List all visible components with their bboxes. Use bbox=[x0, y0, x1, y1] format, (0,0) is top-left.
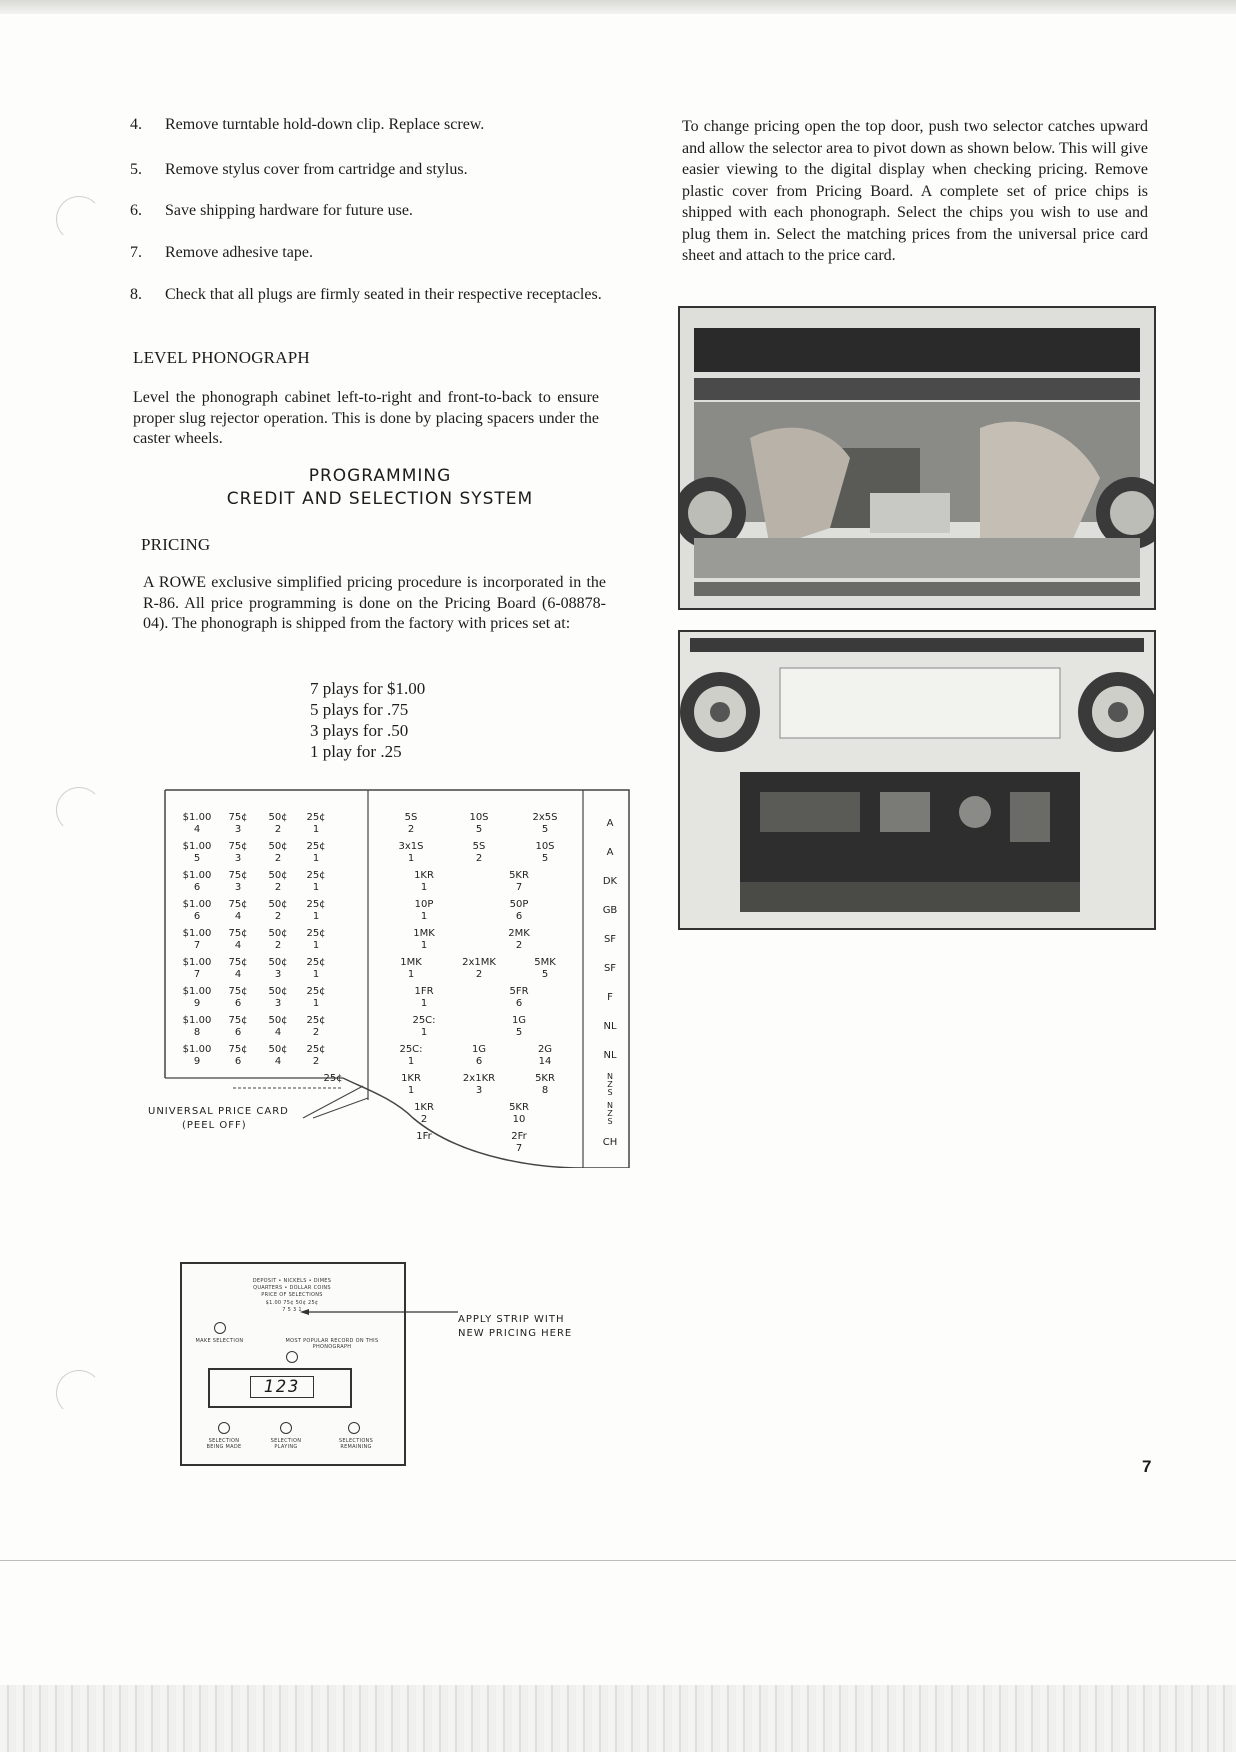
led-indicator-icon bbox=[348, 1422, 360, 1434]
panel-label: MOST POPULAR RECORD ON THIS PHONOGRAPH bbox=[285, 1338, 379, 1350]
price-cell bbox=[175, 841, 219, 865]
currency-cell-plays: 7 bbox=[515, 1143, 523, 1154]
digital-readout: 123 bbox=[250, 1376, 314, 1398]
country-code: F bbox=[607, 992, 613, 1003]
price-cell-plays: 8 bbox=[193, 1027, 201, 1038]
currency-cell bbox=[519, 812, 571, 836]
price-cell-amount: 25¢ bbox=[306, 870, 326, 881]
price-cell-plays: 2 bbox=[274, 911, 282, 922]
country-code bbox=[593, 1102, 627, 1126]
currency-cell-amount: 5FR bbox=[509, 986, 529, 997]
digital-display bbox=[208, 1368, 352, 1408]
price-cell-plays: 6 bbox=[234, 1056, 242, 1067]
price-cell-amount: 25¢ bbox=[306, 957, 326, 968]
price-cell-plays: 1 bbox=[312, 998, 320, 1009]
currency-cell bbox=[398, 899, 450, 923]
currency-cell-plays: 10 bbox=[512, 1114, 526, 1125]
photo-image bbox=[680, 308, 1154, 608]
currency-cell-plays: 1 bbox=[420, 882, 428, 893]
currency-cell-amount: 10S bbox=[469, 812, 489, 823]
price-cell bbox=[299, 1044, 333, 1068]
panel-text: PRICE OF SELECTIONS bbox=[261, 1292, 323, 1298]
currency-cell bbox=[385, 812, 437, 836]
price-cell-amount: 75¢ bbox=[228, 1015, 248, 1026]
panel-label: MAKE SELECTION bbox=[195, 1338, 244, 1344]
currency-cell bbox=[398, 986, 450, 1010]
price-cell-amount: 50¢ bbox=[268, 986, 288, 997]
photo-image bbox=[680, 632, 1154, 928]
scan-border-bottom bbox=[0, 1685, 1236, 1752]
currency-cell-amount: 1MK bbox=[413, 928, 435, 939]
currency-cell-amount: 2x5S bbox=[532, 812, 558, 823]
scan-border-top bbox=[0, 0, 1236, 14]
price-cell-plays: 4 bbox=[234, 969, 242, 980]
price-cell-plays: 2 bbox=[274, 940, 282, 951]
step-number: 8. bbox=[130, 286, 142, 303]
country-code: DK bbox=[602, 876, 618, 887]
currency-cell-amount: 2G bbox=[537, 1044, 553, 1055]
currency-cell-amount: 1KR bbox=[414, 1102, 434, 1113]
currency-cell-amount: 1G bbox=[471, 1044, 487, 1055]
price-cell-amount: 50¢ bbox=[268, 1015, 288, 1026]
led-indicator-icon bbox=[218, 1422, 230, 1434]
currency-cell-amount: 1MK bbox=[400, 957, 422, 968]
price-cell-plays: 2 bbox=[274, 824, 282, 835]
currency-cell bbox=[398, 1131, 450, 1143]
make-selection-led-icon bbox=[214, 1322, 226, 1334]
currency-cell-plays: 1 bbox=[407, 1056, 415, 1067]
led-indicator-icon bbox=[280, 1422, 292, 1434]
currency-cell-amount: 1G bbox=[511, 1015, 527, 1026]
step-number: 5. bbox=[130, 161, 142, 178]
currency-cell-amount: 5S bbox=[404, 812, 418, 823]
price-cell-amount: 75¢ bbox=[228, 870, 248, 881]
price-cell bbox=[221, 928, 255, 952]
most-popular-led-icon bbox=[286, 1351, 298, 1363]
price-cell bbox=[261, 1015, 295, 1039]
price-cell-plays: 3 bbox=[234, 882, 242, 893]
price-cell-plays: 7 bbox=[193, 940, 201, 951]
punch-hole-mark bbox=[56, 787, 102, 833]
price-cell-amount: 50¢ bbox=[268, 899, 288, 910]
country-code-char: Z bbox=[607, 1109, 613, 1118]
price-cell-amount: $1.00 bbox=[182, 841, 212, 852]
step-number: 4. bbox=[130, 116, 142, 133]
currency-cell bbox=[398, 870, 450, 894]
price-cell bbox=[175, 957, 219, 981]
price-cell-amount: 25¢ bbox=[306, 812, 326, 823]
price-cell-amount: $1.00 bbox=[182, 986, 212, 997]
price-cell-amount: $1.00 bbox=[182, 928, 212, 939]
chart-caption-sub: (PEEL OFF) bbox=[182, 1120, 247, 1131]
currency-cell bbox=[493, 1131, 545, 1155]
currency-cell-amount: 1KR bbox=[414, 870, 434, 881]
country-code-char: N bbox=[607, 1072, 613, 1081]
currency-cell-plays: 1 bbox=[420, 911, 428, 922]
price-cell-amount: 75¢ bbox=[228, 841, 248, 852]
price-cell-amount: 50¢ bbox=[268, 870, 288, 881]
currency-cell-plays: 14 bbox=[538, 1056, 552, 1067]
price-cell bbox=[261, 928, 295, 952]
price-cell-plays: 9 bbox=[193, 1056, 201, 1067]
currency-cell bbox=[519, 1044, 571, 1068]
section-title: CREDIT AND SELECTION SYSTEM bbox=[226, 489, 534, 509]
country-code-char: N bbox=[607, 1101, 613, 1110]
section-heading: LEVEL PHONOGRAPH bbox=[133, 348, 310, 367]
callout-label: APPLY STRIP WITH bbox=[458, 1314, 565, 1325]
price-cell-plays: 1 bbox=[312, 969, 320, 980]
step-text: Remove stylus cover from cartridge and stylus. bbox=[165, 161, 468, 178]
price-display-panel bbox=[180, 1262, 406, 1466]
price-cell-plays: 4 bbox=[274, 1056, 282, 1067]
currency-cell bbox=[493, 986, 545, 1010]
step-text: Remove turntable hold-down clip. Replace screw. bbox=[165, 116, 485, 133]
section-title: PROGRAMMING bbox=[308, 466, 452, 486]
price-cell bbox=[175, 870, 219, 894]
price-cell-plays: 4 bbox=[234, 911, 242, 922]
panel-text: QUARTERS • DOLLAR COINS bbox=[253, 1285, 331, 1291]
currency-cell bbox=[519, 841, 571, 865]
price-cell-amount: 75¢ bbox=[228, 899, 248, 910]
currency-cell-plays: 5 bbox=[541, 824, 549, 835]
price-cell-amount: 75¢ bbox=[228, 812, 248, 823]
price-cell bbox=[175, 1015, 219, 1039]
price-cell bbox=[299, 841, 333, 865]
photo-selector-pivot bbox=[678, 306, 1156, 610]
currency-cell-plays: 6 bbox=[515, 998, 523, 1009]
price-cell-amount: $1.00 bbox=[182, 957, 212, 968]
currency-cell-amount: 2x1KR bbox=[462, 1073, 496, 1084]
currency-cell bbox=[493, 928, 545, 952]
price-cell-plays: 4 bbox=[234, 940, 242, 951]
currency-cell-plays: 5 bbox=[515, 1027, 523, 1038]
currency-cell-amount: 5KR bbox=[509, 870, 529, 881]
currency-cell bbox=[493, 899, 545, 923]
price-cell bbox=[175, 928, 219, 952]
price-cell-amount: 50¢ bbox=[268, 957, 288, 968]
chart-extra-value: 25¢ bbox=[323, 1073, 343, 1084]
punch-hole-mark bbox=[56, 196, 102, 242]
currency-cell-plays: 2 bbox=[407, 824, 415, 835]
panel-label: SELECTION PLAYING bbox=[270, 1438, 302, 1450]
currency-cell bbox=[493, 1015, 545, 1039]
currency-cell bbox=[385, 1044, 437, 1068]
country-code: NL bbox=[603, 1050, 617, 1061]
panel-price-strip: $1.00 75¢ 50¢ 25¢ bbox=[265, 1300, 319, 1306]
price-cell bbox=[261, 986, 295, 1010]
price-cell-plays: 6 bbox=[234, 998, 242, 1009]
price-cell-amount: 75¢ bbox=[228, 928, 248, 939]
price-cell-amount: 75¢ bbox=[228, 957, 248, 968]
price-cell bbox=[221, 841, 255, 865]
price-cell-plays: 9 bbox=[193, 998, 201, 1009]
step-number: 7. bbox=[130, 244, 142, 261]
panel-label: SELECTION BEING MADE bbox=[206, 1438, 242, 1450]
price-cell-plays: 1 bbox=[312, 824, 320, 835]
step-text: Remove adhesive tape. bbox=[165, 244, 313, 261]
price-cell-plays: 2 bbox=[312, 1027, 320, 1038]
currency-cell-amount: 2x1MK bbox=[462, 957, 496, 968]
currency-cell bbox=[398, 928, 450, 952]
currency-cell-amount: 5MK bbox=[534, 957, 556, 968]
price-cell-amount: $1.00 bbox=[182, 899, 212, 910]
currency-cell-plays: 8 bbox=[541, 1085, 549, 1096]
price-cell bbox=[175, 812, 219, 836]
price-cell-plays: 1 bbox=[312, 882, 320, 893]
price-cell bbox=[261, 1044, 295, 1068]
currency-cell-plays: 1 bbox=[420, 1027, 428, 1038]
punch-hole-mark bbox=[56, 1370, 102, 1416]
price-cell bbox=[221, 899, 255, 923]
price-cell-amount: 75¢ bbox=[228, 1044, 248, 1055]
country-code: NL bbox=[603, 1021, 617, 1032]
currency-cell bbox=[453, 1044, 505, 1068]
price-cell-amount: 25¢ bbox=[306, 1044, 326, 1055]
currency-cell-plays: 2 bbox=[515, 940, 523, 951]
price-cell-plays: 1 bbox=[312, 911, 320, 922]
country-code bbox=[593, 1073, 627, 1097]
price-cell-plays: 4 bbox=[274, 1027, 282, 1038]
currency-cell-plays: 1 bbox=[407, 853, 415, 864]
country-code-char: S bbox=[607, 1088, 613, 1097]
currency-cell-amount: 2MK bbox=[508, 928, 530, 939]
price-cell-amount: 25¢ bbox=[306, 928, 326, 939]
price-cell-amount: 25¢ bbox=[306, 1015, 326, 1026]
currency-cell-plays: 5 bbox=[475, 824, 483, 835]
page-edge-rule bbox=[0, 1560, 1236, 1561]
price-cell-amount: 50¢ bbox=[268, 841, 288, 852]
callout-label: NEW PRICING HERE bbox=[458, 1328, 573, 1339]
currency-cell-amount: 2Fr bbox=[511, 1131, 527, 1142]
currency-cell-plays: 1 bbox=[407, 1085, 415, 1096]
currency-cell-amount: 1Fr bbox=[416, 1131, 432, 1142]
currency-cell-plays: 2 bbox=[475, 969, 483, 980]
currency-cell bbox=[453, 812, 505, 836]
price-line: 3 plays for .50 bbox=[310, 721, 409, 740]
step-text: Save shipping hardware for future use. bbox=[165, 202, 413, 219]
price-cell bbox=[261, 812, 295, 836]
currency-cell bbox=[519, 957, 571, 981]
currency-cell-amount: 5KR bbox=[535, 1073, 555, 1084]
price-cell-amount: 75¢ bbox=[228, 986, 248, 997]
price-cell-amount: 25¢ bbox=[306, 841, 326, 852]
currency-cell bbox=[453, 957, 505, 981]
price-cell-plays: 1 bbox=[312, 853, 320, 864]
price-cell-plays: 6 bbox=[234, 1027, 242, 1038]
price-cell bbox=[299, 812, 333, 836]
currency-cell-plays: 5 bbox=[541, 969, 549, 980]
currency-cell bbox=[398, 1102, 450, 1126]
price-cell-plays: 1 bbox=[312, 940, 320, 951]
photo-pricing-board bbox=[678, 630, 1156, 930]
currency-cell bbox=[493, 870, 545, 894]
country-code-char: S bbox=[607, 1117, 613, 1126]
price-cell-amount: 50¢ bbox=[268, 1044, 288, 1055]
currency-cell bbox=[398, 1015, 450, 1039]
currency-cell-amount: 1FR bbox=[414, 986, 434, 997]
currency-cell-amount: 1KR bbox=[401, 1073, 421, 1084]
currency-cell-amount: 10P bbox=[414, 899, 434, 910]
price-cell bbox=[221, 986, 255, 1010]
price-cell-plays: 3 bbox=[274, 998, 282, 1009]
price-cell-amount: $1.00 bbox=[182, 870, 212, 881]
price-line: 5 plays for .75 bbox=[310, 700, 409, 719]
price-cell bbox=[175, 899, 219, 923]
currency-cell-amount: 50P bbox=[509, 899, 529, 910]
currency-cell-amount: 25C: bbox=[399, 1044, 423, 1055]
country-code: SF bbox=[603, 963, 617, 974]
price-cell bbox=[261, 841, 295, 865]
currency-cell-plays: 6 bbox=[515, 911, 523, 922]
currency-cell bbox=[385, 957, 437, 981]
price-cell bbox=[221, 1015, 255, 1039]
price-cell-amount: 25¢ bbox=[306, 899, 326, 910]
price-cell-amount: $1.00 bbox=[182, 1044, 212, 1055]
price-cell-amount: $1.00 bbox=[182, 812, 212, 823]
body-paragraph: To change pricing open the top door, push two selector catches upward and allow the selector area to pivot down as shown below. This will give easier viewing to the digital display when checking pricing. Remove plastic cover from Pricing Board. A complete set of price chips is shipped with each phonograph. Select the chips you wish to use and plug them in. Select the matching prices from the universal price card sheet and attach to the price card. bbox=[682, 118, 1148, 264]
price-cell-plays: 6 bbox=[193, 882, 201, 893]
price-cell-plays: 2 bbox=[274, 882, 282, 893]
price-cell-plays: 3 bbox=[274, 969, 282, 980]
price-cell bbox=[221, 812, 255, 836]
currency-cell bbox=[519, 1073, 571, 1097]
price-cell bbox=[261, 957, 295, 981]
currency-cell-amount: 10S bbox=[535, 841, 555, 852]
step-text: Check that all plugs are firmly seated in their respective receptacles. bbox=[165, 286, 602, 303]
price-cell-amount: 25¢ bbox=[306, 986, 326, 997]
price-cell bbox=[299, 899, 333, 923]
step-number: 6. bbox=[130, 202, 142, 219]
currency-cell-amount: 5KR bbox=[509, 1102, 529, 1113]
country-code: GB bbox=[602, 905, 618, 916]
currency-cell-amount: 3x1S bbox=[398, 841, 424, 852]
price-cell-plays: 7 bbox=[193, 969, 201, 980]
currency-cell-plays: 6 bbox=[475, 1056, 483, 1067]
country-code: CH bbox=[602, 1137, 618, 1148]
currency-cell bbox=[385, 841, 437, 865]
price-cell-plays: 5 bbox=[193, 853, 201, 864]
price-cell-amount: 50¢ bbox=[268, 812, 288, 823]
price-cell bbox=[299, 986, 333, 1010]
currency-cell-plays: 1 bbox=[407, 969, 415, 980]
currency-cell-amount: 5S bbox=[472, 841, 486, 852]
currency-cell-plays: 5 bbox=[541, 853, 549, 864]
price-cell-amount: $1.00 bbox=[182, 1015, 212, 1026]
price-cell bbox=[175, 1044, 219, 1068]
price-cell bbox=[221, 870, 255, 894]
country-code-char: Z bbox=[607, 1080, 613, 1089]
country-code: A bbox=[606, 847, 614, 858]
price-cell-amount: 50¢ bbox=[268, 928, 288, 939]
price-cell bbox=[221, 957, 255, 981]
country-code: SF bbox=[603, 934, 617, 945]
price-cell bbox=[299, 1015, 333, 1039]
body-paragraph: A ROWE exclusive simplified pricing procedure is incorporated in the R-86. All price programming is done on the Pricing Board (6-08878-04). The phonograph is shipped from the factory with prices set at: bbox=[143, 574, 606, 632]
price-cell bbox=[221, 1044, 255, 1068]
currency-cell-plays: 3 bbox=[475, 1085, 483, 1096]
page-number: 7 bbox=[1142, 1457, 1152, 1476]
price-cell-plays: 3 bbox=[234, 853, 242, 864]
price-cell bbox=[299, 957, 333, 981]
price-cell bbox=[299, 870, 333, 894]
panel-text: DEPOSIT • NICKELS • DIMES bbox=[252, 1278, 332, 1284]
price-cell bbox=[175, 986, 219, 1010]
currency-cell bbox=[385, 1073, 437, 1097]
currency-cell-plays: 1 bbox=[420, 998, 428, 1009]
country-code: A bbox=[606, 818, 614, 829]
chart-caption: UNIVERSAL PRICE CARD bbox=[148, 1106, 289, 1117]
currency-cell-plays: 1 bbox=[420, 940, 428, 951]
body-paragraph: Level the phonograph cabinet left-to-right and front-to-back to ensure proper slug rejector operation. This is done by placing spacers under the caster wheels. bbox=[133, 389, 599, 447]
price-cell-plays: 2 bbox=[312, 1056, 320, 1067]
price-cell-plays: 6 bbox=[193, 911, 201, 922]
price-cell bbox=[261, 870, 295, 894]
currency-cell-plays: 2 bbox=[475, 853, 483, 864]
section-heading: PRICING bbox=[141, 535, 211, 554]
price-cell-plays: 2 bbox=[274, 853, 282, 864]
panel-plays-strip: 7 5 3 1 bbox=[282, 1307, 302, 1313]
callout-arrow bbox=[300, 1308, 460, 1318]
currency-cell-plays: 2 bbox=[420, 1114, 428, 1125]
currency-cell-amount: 25C: bbox=[412, 1015, 436, 1026]
panel-label: SELECTIONS REMAINING bbox=[338, 1438, 374, 1450]
price-cell bbox=[261, 899, 295, 923]
price-line: 7 plays for $1.00 bbox=[310, 679, 426, 698]
price-cell-plays: 3 bbox=[234, 824, 242, 835]
price-cell bbox=[299, 928, 333, 952]
currency-cell-plays: 7 bbox=[515, 882, 523, 893]
currency-cell bbox=[453, 1073, 505, 1097]
price-line: 1 play for .25 bbox=[310, 742, 402, 761]
currency-cell bbox=[453, 841, 505, 865]
price-cell-plays: 4 bbox=[193, 824, 201, 835]
currency-cell bbox=[493, 1102, 545, 1126]
